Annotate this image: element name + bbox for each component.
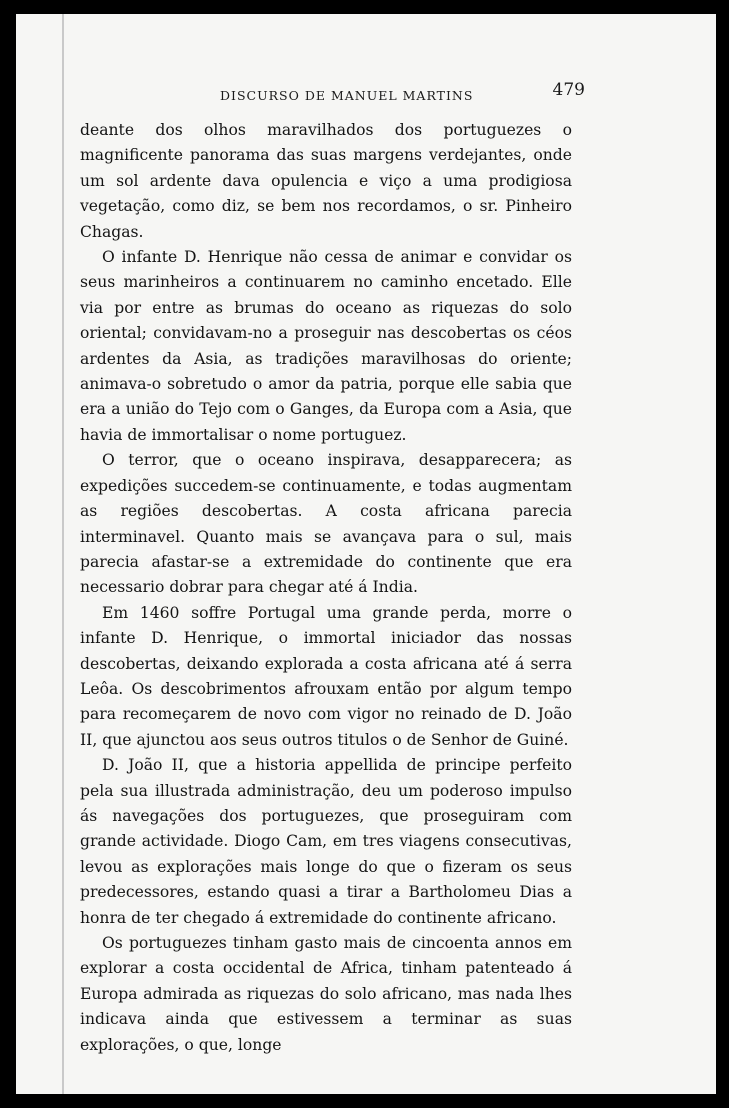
body-text [80,118,572,1058]
paragraph: deante dos olhos maravilhados dos portuguezes o magnificente panorama das suas margens verdejantes, onde um sol ardente dava opulencia e viço a uma prodigiosa vegetação, como diz, se bem nos recordamos, o sr. Pinheiro Chagas. [80,121,572,241]
paragraph: D. João II, que a historia appellida de principe perfeito pela sua illustrada administração, deu um poderoso impulso ás navegações dos portuguezes, que proseguiram com grande actividade. Diogo Cam, em tres viagens consecutivas, levou as explorações mais longe do que o fizeram os seus predecessores, estando quasi a tirar a Bartholomeu Dias a honra de ter chegado á extremidade do continente africano. [80,756,572,927]
paragraph: Em 1460 soffre Portugal uma grande perda, morre o infante D. Henrique, o immortal iniciador das nossas descobertas, deixando explorada a costa africana até á serra Leôa. Os descobrimentos afrouxam então por algum tempo para recomeçarem de novo com vigor no reinado de D. João II, que ajunctou aos seus outros titulos o de Senhor de Guiné. [80,603,572,749]
paragraph: O infante D. Henrique não cessa de animar e convidar os seus marinheiros a continuarem no caminho encetado. Elle via por entre as brumas do oceano as riquezas do solo oriental; convidavam-no a proseguir nas descobertas os céos ardentes da Asia, as tradições maravilhosas do oriente; animava-o sobretudo o amor da patria, porque elle sabia que era a união do Tejo com o Ganges, da Europa com a Asia, que havia de immortalisar o nome portuguez. [80,248,572,444]
paragraph: O terror, que o oceano inspirava, desapparecera; as expedições succedem-se continuamente, e todas augmentam as regiões descobertas. A costa africana parecia interminavel. Quanto mais se avançava para o sul, mais parecia afastar-se a extremidade do continente que era necessario dobrar para chegar até á India. [80,451,572,597]
paragraph: Os portuguezes tinham gasto mais de cincoenta annos em explorar a costa occidental de Africa, tinham patenteado á Europa admirada as riquezas do solo africano, mas nada lhes indicava ainda que estivessem a terminar as suas explorações, o que, longe [80,934,572,1054]
page-gutter-line [62,14,64,1094]
running-head: DISCURSO DE MANUEL MARTINS [220,88,474,103]
page-header [80,80,585,108]
page-number: 479 [552,80,585,100]
